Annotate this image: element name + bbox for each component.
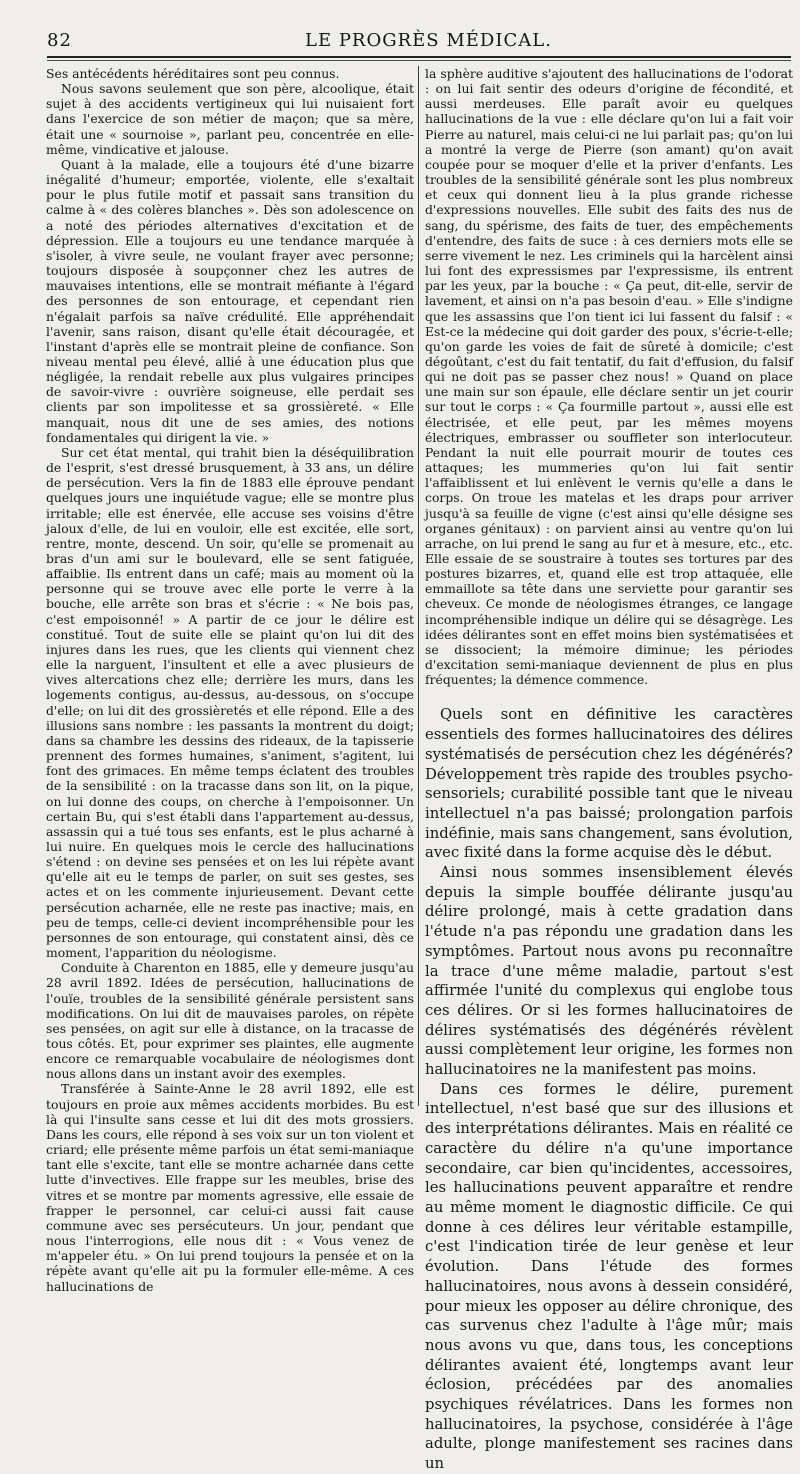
page-header xyxy=(47,30,791,52)
right-paragraph-hallucinations: la sphère auditive s'ajoutent des hallucinations de l'odorat : on lui fait sentir des odeurs d'origine de fécondité, et aussi merdeuses. Elle paraît avoir eu quelques hallucinations de la vue : elle déclare qu'on lui a fait voir Pierre au naturel, mais celui-ci ne lui parlait pas; qu'on lui a montré la verge de Pierre (son amant) qu'on avait coupée pour se moquer d'elle et la priver d'enfants. Les troubles de la sensibilité générale sont les plus nombreux et ceux qui donnent lieu à la plus grande richesse d'expressions nouvelles. Elle subit des faits des nus de sang, du spérisme, des faits de tuer, des empêchements d'entendre, des faits de suce : à ces derniers mots elle se serre vivement le nez. Les criminels qui la harcèlent ainsi lui font des expressismes par l'expressisme, ils entrent par les yeux, par la bouche : « Ça peut, dit-elle, servir de lavement, et ainsi on n'a pas besoin d'eau. » Elle s'indigne que les assassins que l'on tient ici lui fassent du falsif : « Est-ce la médecine qui doit garder des poux, s'écrie-t-elle; qu'on garde les voies de fait de sûreté à domicile; c'est dégoûtant, c'est du fait tentatif, du fait d'effusion, du falsif qui ne doit pas se passer chez nous! » Quand on place une main sur son épaule, elle déclare sentir un jet courir sur tout le corps : « Ça fourmille partout », aussi elle est électrisée, et elle peut, par les mêmes moyens électriques, embrasser ou souffleter son interlocuteur. Pendant la nuit elle pourrait mourir de toutes ces attaques; les mummeries qu'on lui fait sentir l'affaiblissent et lui enlèvent le vernis qu'elle a dans le corps. On troue les matelas et les draps pour arriver jusqu'à sa feuille de vigne (c'est ainsi qu'elle désigne ses organes génitaux) : on parvient ainsi au ventre qu'on lui arrache, on lui prend le sang au fur et à mesure, etc., etc. Elle essaie de se soustraire à toutes ses tortures par des postures bizarres, et, quand elle est trop attaquée, elle emmaillote sa tête dans une serviette pour garantir ses cheveux. Ce monde de néologismes étranges, ce langage incompréhensible indique un délire qui se désagrège. Les idées délirantes sont en effet moins bien systématisées et se dissocient; la mémoire diminue; les périodes d'excitation semi-maniaque deviennent de plus en plus fréquentes; la démence commence. xyxy=(425,66,793,688)
left-paragraph-persecution-onset: Sur cet état mental, qui trahit bien la déséquilibration de l'esprit, s'est dressé brusquement, à 33 ans, un délire de persécution. Vers la fin de 1883 elle éprouve pendant quelques jours une inquiétude vague; elle se montre plus irritable; elle est énervée, elle accuse ses voisins d'être jaloux d'elle, de lui en vouloir, elle est excitée, elle sort, rentre, monte, descend. Un soir, qu'elle se promenait au bras d'un ami sur le boulevard, elle se sent fatiguée, affaiblie. Ils entrent dans un café; mais au moment où la personne qui se trouve avec elle porte le verre à la bouche, elle arrête son bras et s'écrie : « Ne bois pas, c'est empoisonné! » A partir de ce jour le délire est constitué. Tout de suite elle se plaint qu'on lui dit des injures dans les rues, que les clients qui viennent chez elle la narguent, l'insultent et elle a avec plusieurs de vives altercations chez elle; derrière les murs, dans les logements contigus, au-dessus, au-dessous, on s'occupe d'elle; on lui dit des grossièretés et elle répond. Elle a des illusions sans nombre : les passants la montrent du doigt; dans sa chambre les dessins des rideaux, de la tapisserie prennent des formes humaines, s'animent, s'agitent, lui font des grimaces. En même temps éclatent des troubles de la sensibilité : on la tracasse dans son lit, on la pique, on lui donne des coups, on cherche à l'empoisonner. Un certain Bu, qui s'est établi dans l'appartement au-dessus, assassin qui a tué tous ses enfants, est le plus acharné à lui nuire. En quelques mois le cercle des hallucinations s'étend : on devine ses pensées et on les lui répète avant qu'elle ait eu le temps de parler, on suit ses gestes, ses actes et on les commente injurieusement. Devant cette persécution acharnée, elle ne reste pas inactive; mais, en peu de temps, celle-ci devient incompréhensible pour les personnes de son entourage, qui constatent ainsi, dès ce moment, l'apparition du néologisme. xyxy=(46,444,414,961)
left-paragraph-sainte-anne: Transférée à Sainte-Anne le 28 avril 1892, elle est toujours en proie aux mêmes accidents morbides. Bu est là qui l'insulte sans cesse et lui dit des mots grossiers. Dans les cours, elle répond à ses voix sur un ton violent et criard; elle présente même parfois un état semi-maniaque tant elle s'excite, tant elle se montre acharnée dans cette lutte d'invectives. Elle frappe sur les meubles, brise des vitres et se montre par moments agressive, elle essaie de frapper le personnel, car celui-ci aussi fait cause commune avec ses persécuteurs. Un jour, pendant que nous l'interrogions, elle nous dit : « Vous venez de m'appeler étu. » On lui prend toujours la pensée et on la répète avant qu'elle ait pu la formuler elle-même. A ces hallucinations de xyxy=(46,1081,414,1294)
left-column xyxy=(46,66,414,1294)
left-paragraph-parents: Nous savons seulement que son père, alcoolique, était sujet à des accidents vertigineux qui lui nuisaient fort dans l'exercice de son métier de maçon; que sa mère, était une « sournoise », parlant peu, concentrée en elle-même, vindicative et jalouse. xyxy=(46,81,414,157)
header-rule-thin xyxy=(47,60,791,61)
right-paragraph-gradation: Ainsi nous sommes insensiblement élevés depuis la simple bouffée délirante jusqu'au délire prolongé, mais à cette gradation dans l'étude n'a pas répondu une gradation dans les symptômes. Partout nous avons pu reconnaître la trace d'une même maladie, partout s'est affirmée l'unité du complexus qui englobe tous ces délires. Or si les formes hallucinatoires de délires systématisés des dégénérés révèlent aussi complètement leur origine, les formes non hallucinatoires ne la manifestent pas moins. xyxy=(425,864,793,1079)
left-paragraph-antecedents: Ses antécédents héréditaires sont peu connus. xyxy=(46,66,340,81)
journal-title: LE PROGRÈS MÉDICAL. xyxy=(305,30,552,51)
right-column xyxy=(425,66,793,1473)
right-paragraph-nonhallucinatory: Dans ces formes le délire, purement intellectuel, n'est basé que sur des illusions et des interprétations délirantes. Mais en réalité ce caractère du délire n'a qu'une importance secondaire, car bien qu'incidentes, accessoires, les hallucinations peuvent apparaître et rendre au même moment le diagnostic difficile. Ce qui donne à ces délires leur véritable estampille, c'est l'indication tirée de leur genèse et leur évolution. Dans l'étude des formes hallucinatoires, nous avons à dessein considéré, pour mieux les opposer au délire chronique, des cas survenus chez l'adulte à l'âge mûr; mais nous avons vu que, dans tous, les conceptions délirantes avaient été, longtemps avant leur éclosion, précédées par des anomalies psychiques révélatrices. Dans les formes non hallucinatoires, la psychose, considérée à l'âge adulte, plonge manifestement ses racines dans un xyxy=(425,1080,793,1473)
left-paragraph-charenton: Conduite à Charenton en 1885, elle y demeure jusqu'au 28 avril 1892. Idées de persécution, hallucinations de l'ouïe, troubles de la sensibilité générale persistent sans modifications. On lui dit de mauvaises paroles, on répète ses pensées, on agit sur elle à distance, on la tracasse de tous côtés. Et, pour exprimer ses plaintes, elle augmente encore ce remarquable vocabulaire de néologismes dont nous allons dans un instant avoir des exemples. xyxy=(46,960,414,1082)
right-paragraph-summary: Quels sont en définitive les caractères essentiels des formes hallucinatoires des délires systématisés de persécution chez les dégénérés? Développement très rapide des troubles psycho-sensoriels; curabilité possible tant que le niveau intellectuel n'a pas baissé; prolongation parfois indéfinie, mais sans changement, sans évolution, avec fixité dans la forme acquise dès le début. xyxy=(425,706,793,862)
left-paragraph-character: Quant à la malade, elle a toujours été d'une bizarre inégalité d'humeur; emportée, violente, elle s'exaltait pour le plus futile motif et passait sans transition du calme à « des colères blanches ». Dès son adolescence on a noté des périodes alternatives d'excitation et de dépression. Elle a toujours eu une tendance marquée à s'isoler, à vivre seule, ne voulant frayer avec personne; toujours disposée à soupçonner chez les autres de mauvaises intentions, elle se montrait méfiante à l'égard des personnes de son entourage, et cependant rien n'égalait parfois sa naïve crédulité. Elle appréhendait l'avenir, sans raison, disant qu'elle était découragée, et l'instant d'après elle se montrait pleine de confiance. Son niveau mental peu élevé, allié à une éducation plus que négligée, la rendait rebelle aux plus vulgaires principes de savoir-vivre : ouvrière soigneuse, elle perdait ses clients par son impolitesse et sa grossièreté. « Elle manquait, nous dit une de ses amies, des notions fondamentales qui dirigent la vie. » xyxy=(46,156,414,445)
column-divider xyxy=(418,66,419,1106)
header-rule xyxy=(47,56,791,58)
page-number: 82 xyxy=(47,30,72,51)
